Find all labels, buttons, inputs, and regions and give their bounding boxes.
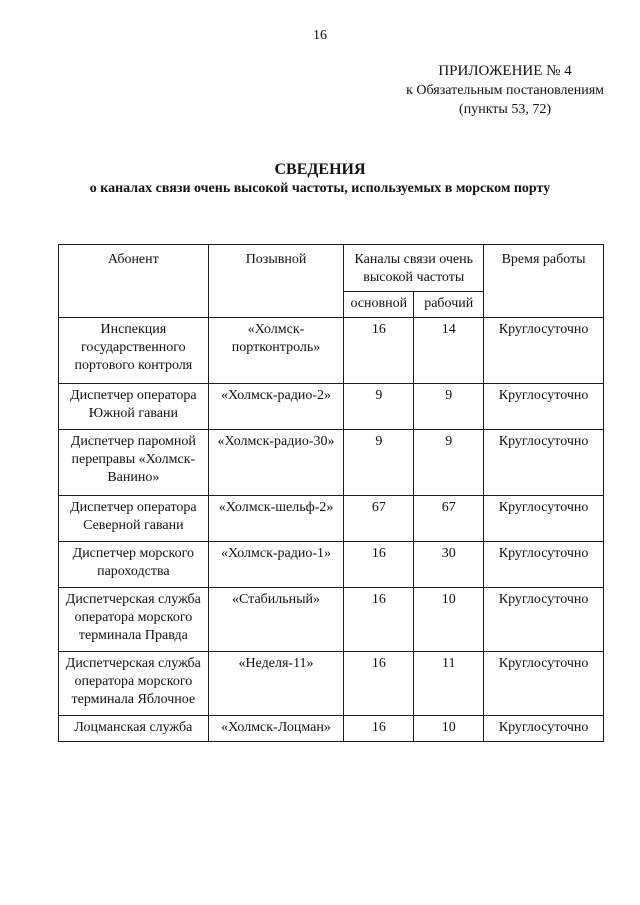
cell-hours: Круглосуточно [484, 318, 604, 384]
cell-main-channel: 16 [344, 318, 414, 384]
table-row [59, 318, 604, 384]
cell-main-channel: 16 [344, 542, 414, 588]
vhf-channels-table [58, 244, 604, 742]
cell-subscriber: Диспетчерская служба оператора морского терминала Яблочное [59, 652, 209, 716]
cell-main-channel: 16 [344, 716, 414, 742]
cell-working-channel: 10 [414, 588, 484, 652]
table-row [59, 716, 604, 742]
cell-subscriber: Инспекция государственного портового контроля [59, 318, 209, 384]
cell-main-channel: 16 [344, 588, 414, 652]
header-main-channel: основной [344, 292, 414, 318]
appendix-block [406, 62, 604, 119]
table-row [59, 652, 604, 716]
document-subtitle: о каналах связи очень высокой частоты, используемых в морском порту [89, 181, 551, 196]
cell-working-channel: 14 [414, 318, 484, 384]
cell-callsign: «Холмск-портконтроль» [208, 318, 344, 384]
cell-working-channel: 11 [414, 652, 484, 716]
cell-working-channel: 10 [414, 716, 484, 742]
cell-working-channel: 9 [414, 430, 484, 496]
cell-hours: Круглосуточно [484, 652, 604, 716]
cell-callsign: «Холмск-радио-2» [208, 384, 344, 430]
header-hours: Время работы [484, 245, 604, 318]
header-callsign: Позывной [208, 245, 344, 318]
header-channels: Каналы связи очень высокой частоты [344, 245, 484, 292]
cell-callsign: «Неделя-11» [208, 652, 344, 716]
cell-working-channel: 67 [414, 496, 484, 542]
header-working-channel: рабочий [414, 292, 484, 318]
cell-working-channel: 30 [414, 542, 484, 588]
appendix-reference: к Обязательным постановлениям [406, 83, 604, 98]
page-number: 16 [313, 28, 327, 43]
table-header-row [59, 245, 604, 292]
document-title: СВЕДЕНИЯ [274, 161, 366, 178]
header-subscriber: Абонент [59, 245, 209, 318]
cell-main-channel: 9 [344, 430, 414, 496]
table-row [59, 542, 604, 588]
cell-main-channel: 67 [344, 496, 414, 542]
cell-callsign: «Холмск-радио-30» [208, 430, 344, 496]
cell-subscriber: Диспетчер оператора Северной гавани [59, 496, 209, 542]
cell-hours: Круглосуточно [484, 588, 604, 652]
cell-callsign: «Холмск-шельф-2» [208, 496, 344, 542]
cell-hours: Круглосуточно [484, 430, 604, 496]
cell-hours: Круглосуточно [484, 716, 604, 742]
cell-subscriber: Диспетчер паромной переправы «Холмск-Ванино» [59, 430, 209, 496]
cell-hours: Круглосуточно [484, 542, 604, 588]
cell-callsign: «Стабильный» [208, 588, 344, 652]
document-heading [0, 160, 640, 198]
cell-main-channel: 16 [344, 652, 414, 716]
cell-subscriber: Диспетчер оператора Южной гавани [59, 384, 209, 430]
cell-callsign: «Холмск-Лоцман» [208, 716, 344, 742]
cell-hours: Круглосуточно [484, 496, 604, 542]
table-row [59, 384, 604, 430]
table-row [59, 588, 604, 652]
table-row [59, 430, 604, 496]
cell-subscriber: Диспетчер морского пароходства [59, 542, 209, 588]
cell-main-channel: 9 [344, 384, 414, 430]
table-row [59, 496, 604, 542]
appendix-clauses: (пункты 53, 72) [459, 102, 551, 117]
cell-hours: Круглосуточно [484, 384, 604, 430]
cell-callsign: «Холмск-радио-1» [208, 542, 344, 588]
cell-working-channel: 9 [414, 384, 484, 430]
cell-subscriber: Лоцманская служба [59, 716, 209, 742]
appendix-title: ПРИЛОЖЕНИЕ № 4 [438, 63, 572, 79]
cell-subscriber: Диспетчерская служба оператора морского терминала Правда [59, 588, 209, 652]
